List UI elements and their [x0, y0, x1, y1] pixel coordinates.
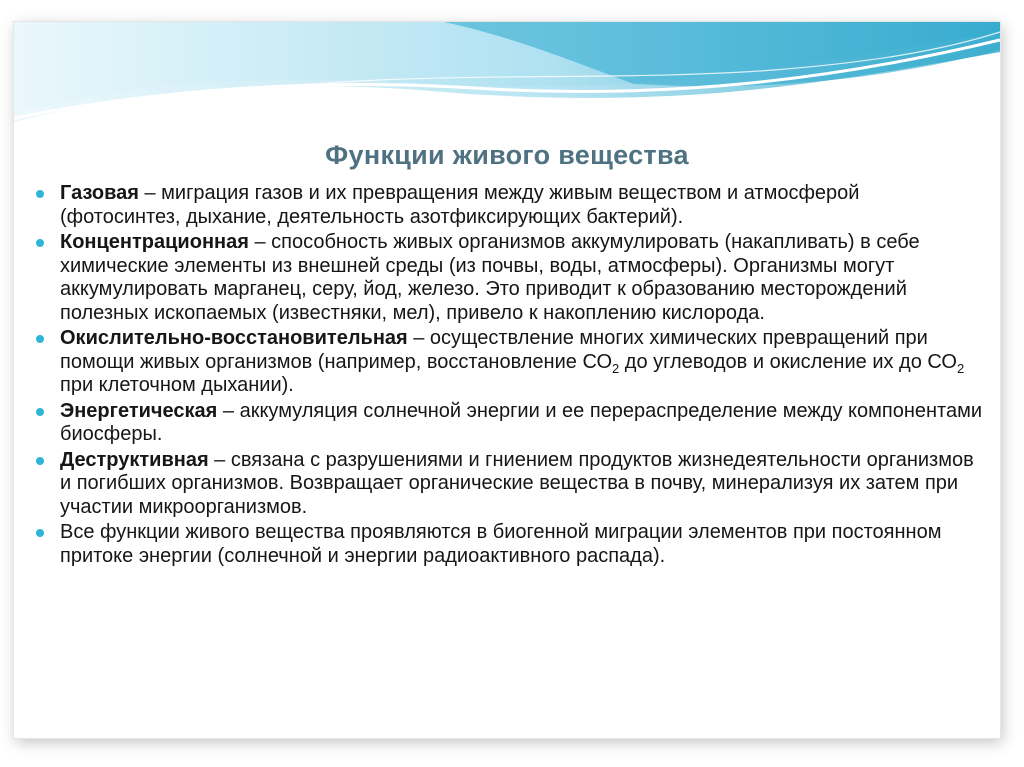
list-item [34, 521, 984, 568]
bullet-dot-icon [36, 457, 44, 465]
list-item [34, 327, 984, 398]
function-description: Все функции живого вещества проявляются в биогенной миграции элементов при постоянном притоке энергии (солнечной и энергии радиоактивного распада). [60, 521, 942, 567]
slide [14, 22, 1000, 738]
function-term: Энергетическая [60, 399, 218, 422]
bullet-list [34, 182, 984, 570]
function-term: Газовая [60, 182, 139, 204]
function-description: – миграция газов и их превращения между живым веществом и атмосферой (фотосинтез, дыхание, деятельность азотфиксирующих бактерий). [60, 182, 860, 228]
function-description: – способность живых организмов аккумулировать (накапливать) в себе химические элементы из внешней среды (из почвы, воды, атмосферы). Организмы могут аккумулировать марганец, серу, йод, железо. Это приводит к образованию месторождений полезных ископаемых (известняки, мел), привело к накоплению кислорода. [60, 231, 920, 324]
function-term: Концентрационная [60, 231, 249, 253]
function-description: до углеводов и окисление их до СО [619, 350, 957, 373]
bullet-dot-icon [36, 239, 44, 247]
subscript: 2 [612, 360, 620, 376]
function-term: Окислительно-восстановительная [60, 327, 408, 349]
list-item [34, 231, 984, 325]
function-term: Деструктивная [60, 448, 209, 471]
list-item [34, 449, 984, 520]
wave-banner [14, 22, 1000, 132]
slide-title: Функции живого вещества [325, 140, 689, 170]
function-description: – связана с разрушениями и гниением продуктов жизнедеятельности организмов и погибших организмов. Возвращает органические вещества в почву, минерализуя их затем при участии микроорганизмов. [60, 448, 974, 518]
function-description: – осуществление многих химических превращений при помощи живых организмов (например, восстановление СО [60, 327, 928, 373]
list-item [34, 400, 984, 447]
subscript: 2 [956, 360, 965, 376]
bullet-dot-icon [36, 190, 44, 198]
function-description: – аккумуляция солнечной энергии и ее перераспределение между компонентами биосферы. [60, 399, 983, 445]
bullet-dot-icon [36, 529, 44, 537]
bullet-dot-icon [36, 408, 44, 416]
function-description: при клеточном дыхании). [60, 374, 294, 396]
list-item [34, 182, 984, 229]
bullet-dot-icon [36, 335, 44, 343]
